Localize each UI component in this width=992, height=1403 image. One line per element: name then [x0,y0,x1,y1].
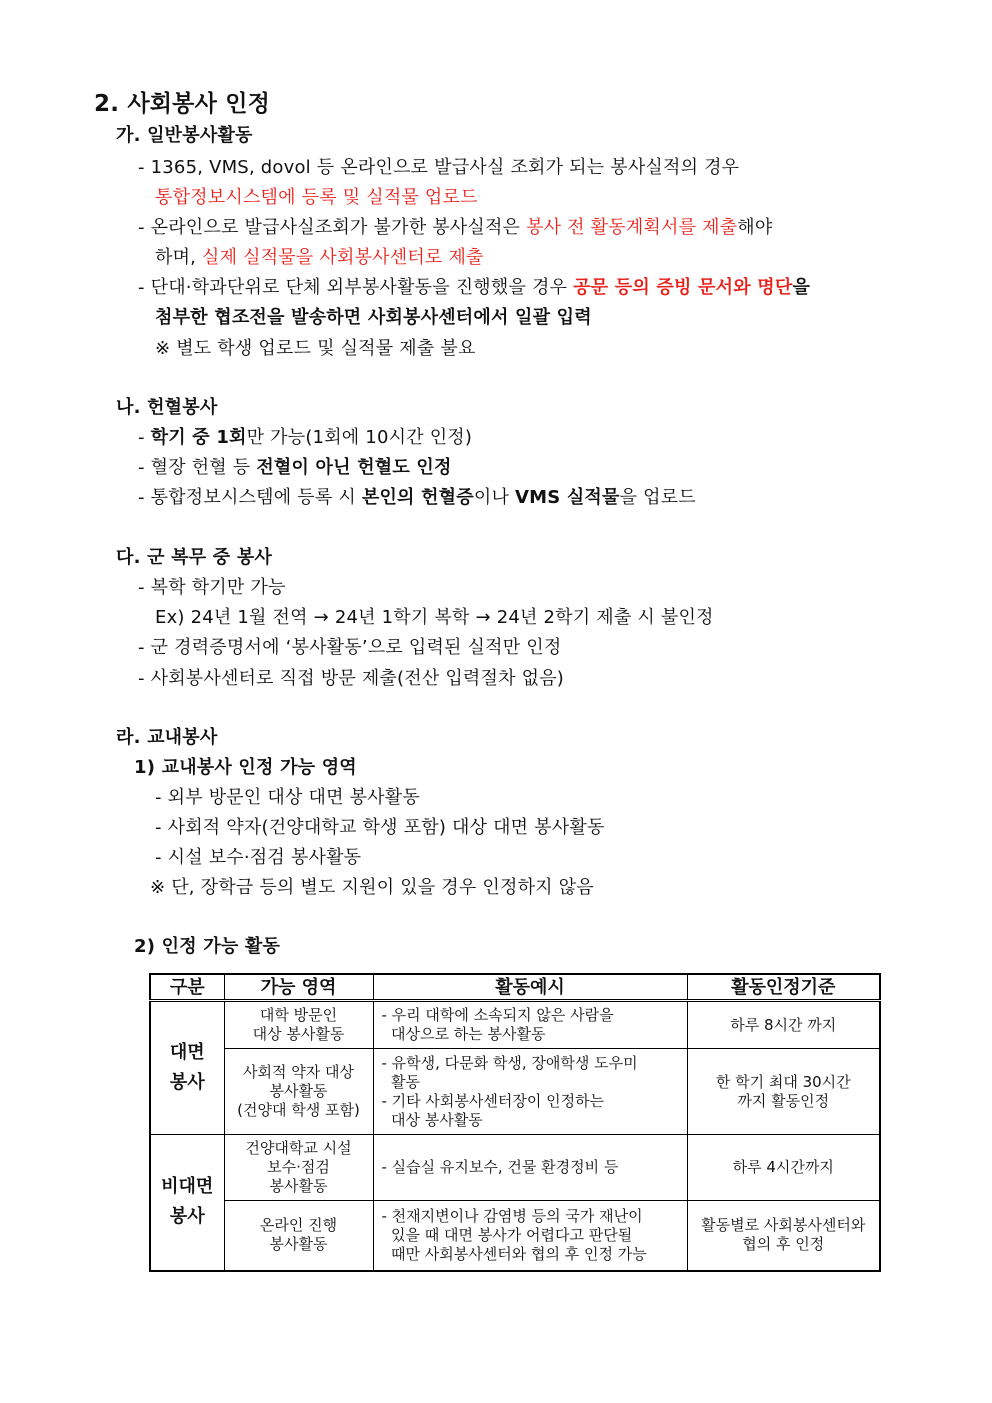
text: 을 업로드 [619,487,696,508]
blood-bullet-2 [138,456,452,480]
table-row [150,1001,880,1049]
cell-criteria [687,1201,880,1271]
military-example: Ex) 24년 1월 전역 → 24년 1학기 복학 → 24년 2학기 제출 시 불인정 [155,607,714,628]
general-bullet-2-line2 [155,246,484,270]
example-text: - 천재지변이나 감염병 등의 국가 재난이 있을 때 대면 봉사가 어렵다고 판단될 때만 사회봉사센터와 협의 후 인정 가능 [381,1206,647,1263]
cell-example [373,1201,687,1271]
campus-item-1: - 외부 방문인 대상 대면 봉사활동 [155,787,420,808]
general-bullet-3 [138,276,810,300]
cell-criteria [687,1049,880,1135]
emphasis: 전혈이 아닌 헌혈도 인정 [256,457,452,478]
campus-item-3: - 시설 보수·점검 봉사활동 [155,847,362,868]
emphasis: 학기 중 1회 [150,427,247,448]
heading-general-volunteer: 가. 일반봉사활동 [116,125,253,146]
cell-criteria [687,1001,880,1049]
text: 해야 [737,217,773,238]
group-non-face-to-face [150,1135,224,1271]
text: - 혈장 헌혈 등 [138,457,257,478]
area-text: 사회적 약자 대상 봉사활동 (건양대 학생 포함) [237,1063,360,1119]
section-title: 2. 사회봉사 인정 [94,91,271,117]
cell-area [224,1001,373,1049]
text: 이나 [473,487,515,508]
criteria-text: 하루 8시간 까지 [730,1015,837,1034]
header-category: 구분 [150,974,224,1001]
campus-subheading-1: 1) 교내봉사 인정 가능 영역 [134,757,357,778]
cell-area [224,1201,373,1271]
cell-criteria [687,1135,880,1201]
highlight: 봉사 전 활동계획서를 제출 [526,217,738,238]
group-face-to-face [150,1001,224,1135]
header-example: 활동예시 [373,974,687,1001]
criteria-text: 한 학기 최대 30시간 까지 활동인정 [715,1072,851,1110]
area-text: 대학 방문인 대상 봉사활동 [252,1006,345,1043]
emphasis: VMS 실적물 [514,487,620,508]
heading-military: 다. 군 복무 중 봉사 [116,547,273,568]
text: 하며, [155,247,203,268]
group-label: 대면 봉사 [169,1042,205,1093]
military-bullet-3: - 사회봉사센터로 직접 방문 제출(전산 입력절차 없음) [138,668,565,689]
cell-example [373,1001,687,1049]
general-note: ※ 별도 학생 업로드 및 실적물 제출 불요 [155,338,476,359]
example-text: - 실습실 유지보수, 건물 환경정비 등 [381,1158,619,1176]
military-bullet-1: - 복학 학기만 가능 [138,577,286,598]
cell-area [224,1135,373,1201]
campus-subheading-2: 2) 인정 가능 활동 [134,936,281,957]
text: 을 [792,277,811,298]
text: - 단대·학과단위로 단체 외부봉사활동을 진행했을 경우 [138,277,574,298]
area-text: 온라인 진행 봉사활동 [259,1216,338,1254]
blood-bullet-1 [138,426,472,450]
highlight: 실제 실적물을 사회봉사센터로 제출 [202,247,484,268]
group-label: 비대면 봉사 [161,1176,214,1228]
criteria-text: 활동별로 사회봉사센터와 협의 후 인정 [701,1216,866,1254]
cell-area [224,1049,373,1135]
emphasis: 본인의 헌혈증 [361,487,474,508]
table-row [150,1049,880,1135]
text: - 온라인으로 발급사실조회가 불가한 봉사실적은 [138,217,527,238]
campus-note: ※ 단, 장학금 등의 별도 지원이 있을 경우 인정하지 않음 [150,877,594,898]
activity-table [149,973,881,1272]
header-criteria: 활동인정기준 [687,974,880,1001]
blood-bullet-3 [138,486,696,510]
text: - 통합정보시스템에 등록 시 [138,487,362,508]
table-header-row [150,974,880,1001]
general-bullet-3-line2: 첨부한 협조전을 발송하면 사회봉사센터에서 일괄 입력 [155,307,592,328]
campus-item-2: - 사회적 약자(건양대학교 학생 포함) 대상 대면 봉사활동 [155,817,605,838]
text: 만 가능(1회에 10시간 인정) [246,427,473,448]
text: - [138,427,151,448]
heading-blood-donation: 나. 헌혈봉사 [116,397,218,418]
header-area: 가능 영역 [224,974,373,1001]
heading-campus: 라. 교내봉사 [116,727,218,748]
military-bullet-2: - 군 경력증명서에 ‘봉사활동’으로 입력된 실적만 인정 [138,637,562,658]
table-row [150,1135,880,1201]
general-bullet-1: - 1365, VMS, dovol 등 온라인으로 발급사실 조회가 되는 봉사실적의 경우 [138,157,740,178]
cell-example [373,1135,687,1201]
criteria-text: 하루 4시간까지 [732,1158,834,1176]
cell-example [373,1049,687,1135]
table-row [150,1201,880,1271]
general-bullet-1-highlight: 통합정보시스템에 등록 및 실적물 업로드 [155,187,478,208]
example-text: - 유학생, 다문화 학생, 장애학생 도우미 활동 - 기타 사회봉사센터장이 인정하는 대상 봉사활동 [381,1053,638,1129]
highlight: 공문 등의 증빙 문서와 명단 [573,277,793,298]
area-text: 건양대학교 시설 보수·점검 봉사활동 [245,1139,352,1195]
example-text: - 우리 대학에 소속되지 않은 사람을 대상으로 하는 봉사활동 [381,1006,614,1043]
general-bullet-2 [138,216,772,240]
